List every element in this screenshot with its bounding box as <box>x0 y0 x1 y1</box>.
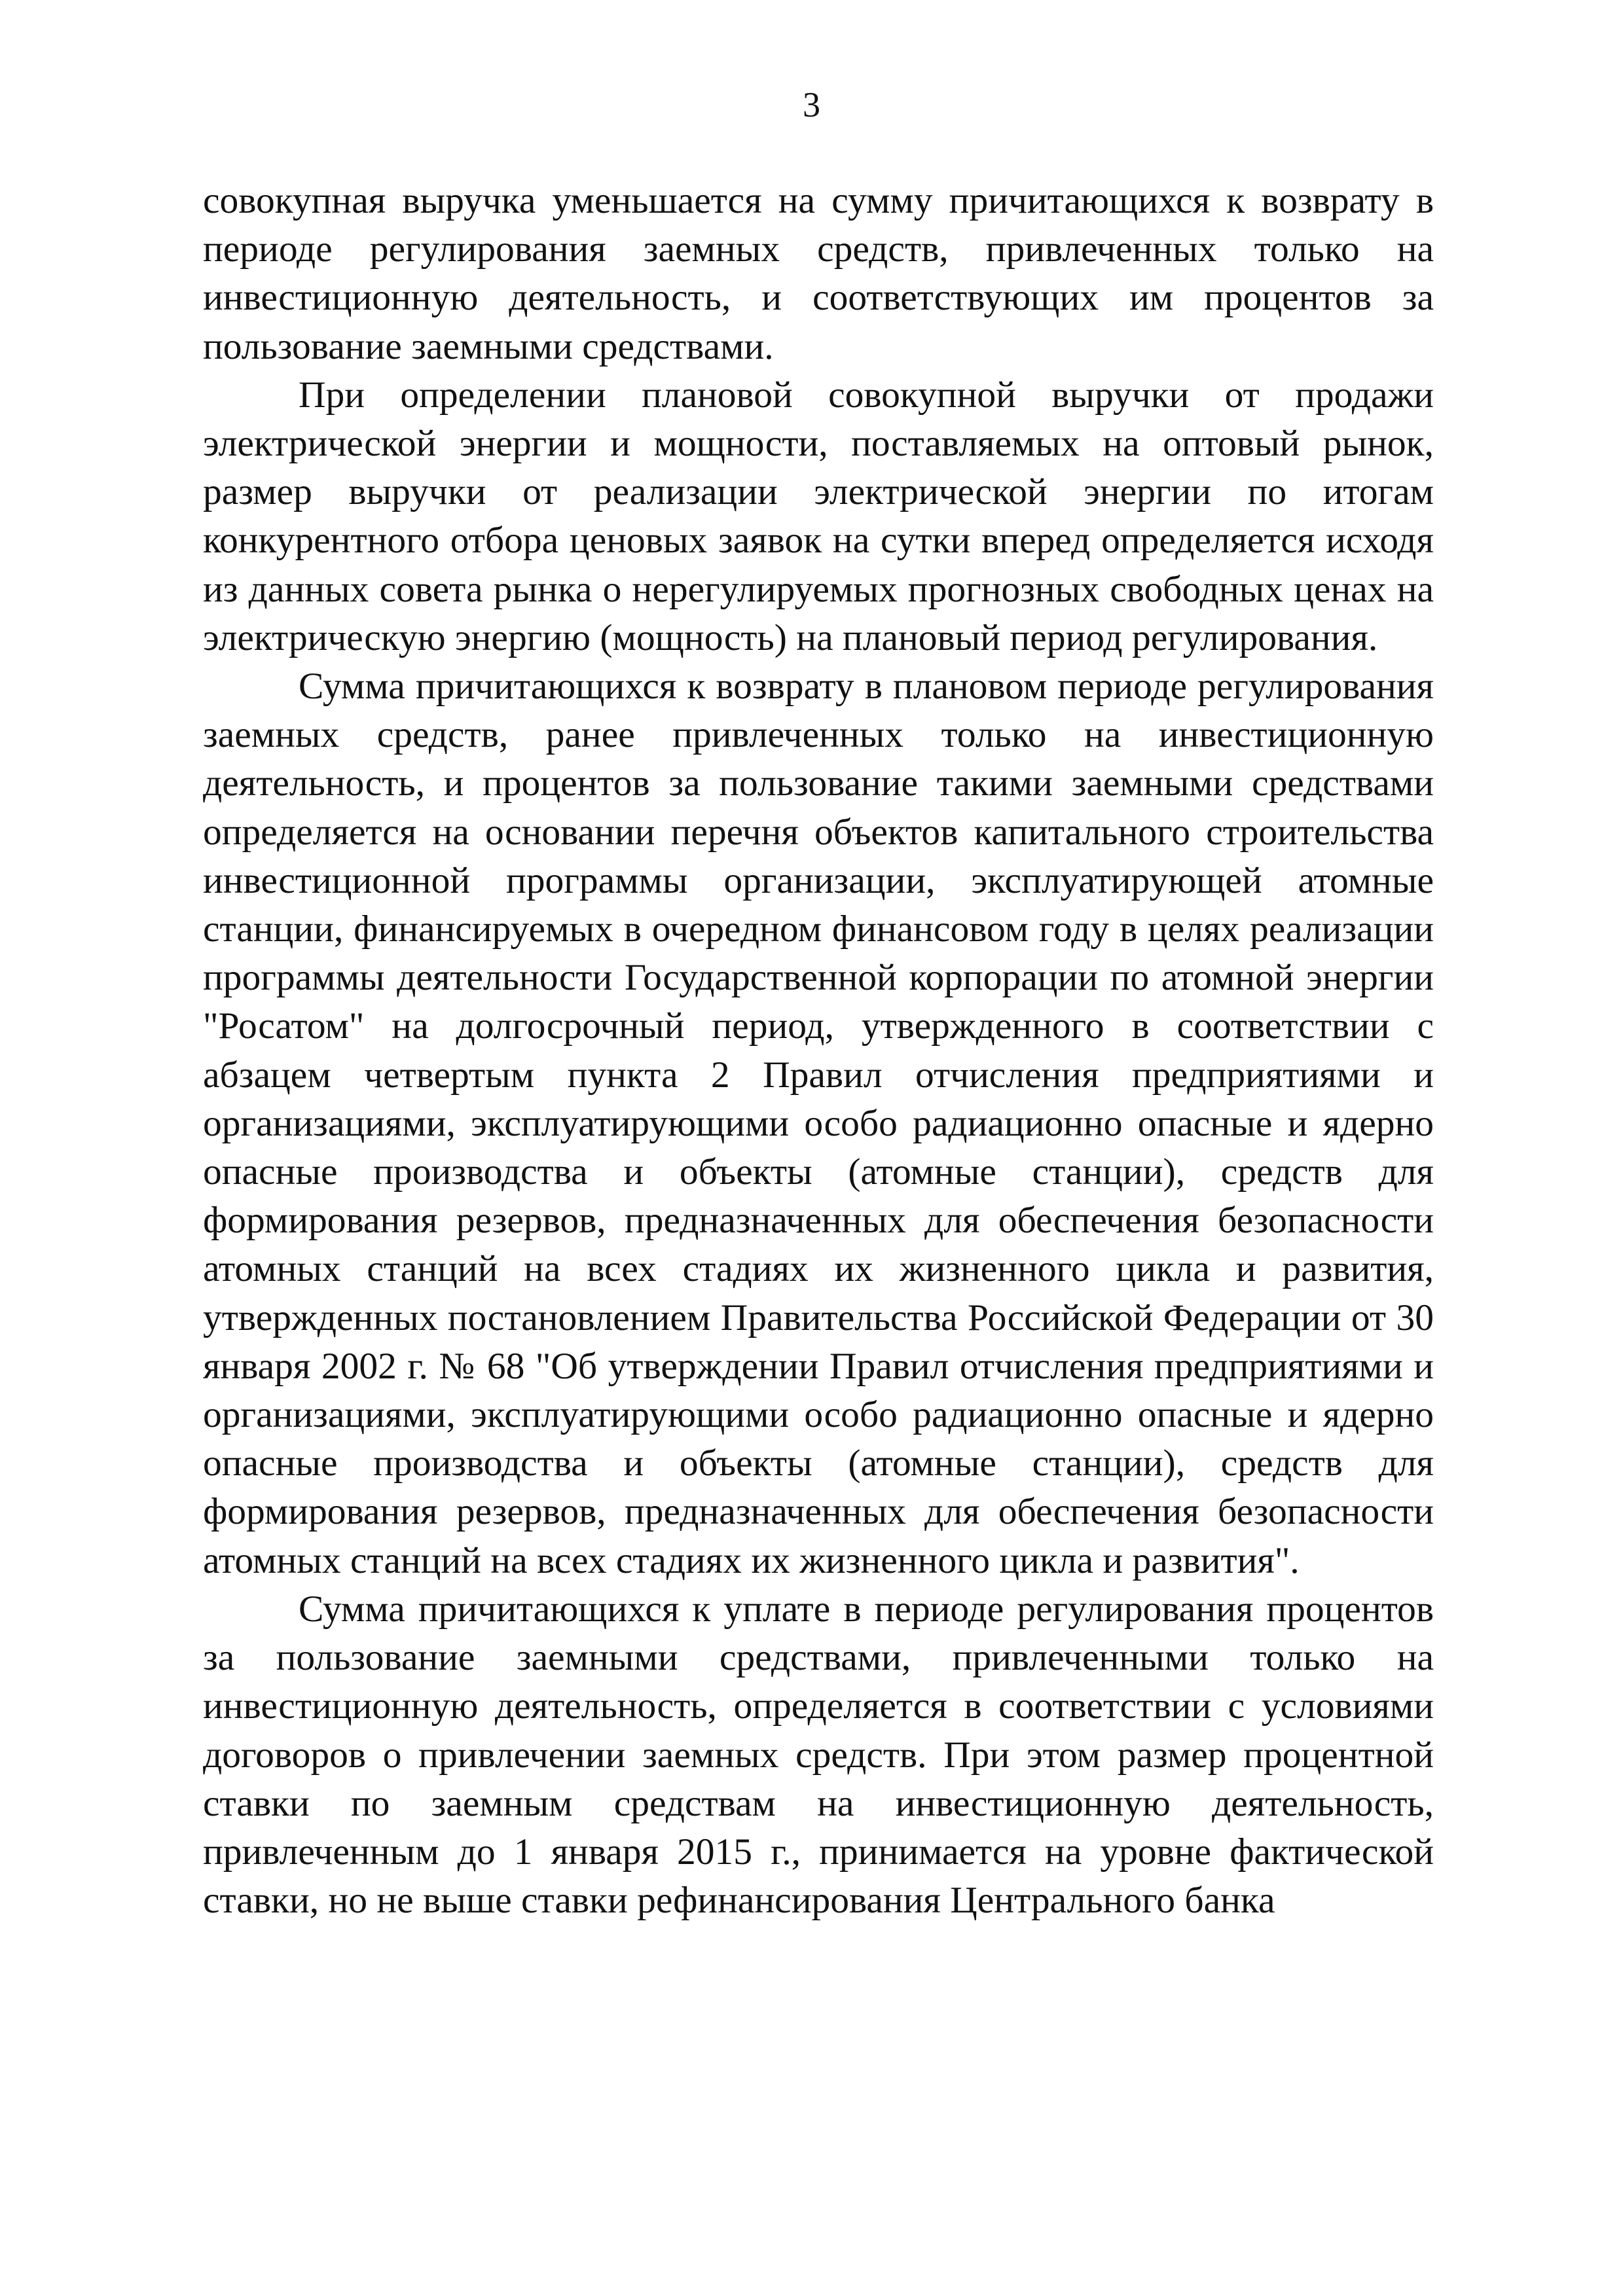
paragraph-1-continuation: совокупная выручка уменьшается на сумму причитающихся к возврату в периоде регулирования заемных средств, привлеченных только на инвестиционную деятельность, и соответствующих им процентов за пользование заемными средствами. <box>203 180 1434 367</box>
paragraph-4: Сумма причитающихся к уплате в периоде регулирования процентов за пользование заемными средствами, привлеченными только на инвестиционную деятельность, определяется в соответствии с условиями договоров о привлечении заемных средств. При этом размер процентной ставки по заемным средствам на инвестиционную деятельность, привлеченным до 1 января 2015 г., принимается на уровне фактической ставки, но не выше ставки рефинансирования Центрального банка <box>203 1588 1434 1922</box>
page-number: 3 <box>803 85 820 124</box>
document-body <box>203 177 1434 1925</box>
paragraph-3: Сумма причитающихся к возврату в плановом периоде регулирования заемных средств, ранее привлеченных только на инвестиционную деятельность, и процентов за пользование такими заемными средствами определяется на основании перечня объектов капитального строительства инвестиционной программы организации, эксплуатирующей атомные станции, финансируемых в очередном финансовом году в целях реализации программы деятельности Государственной корпорации по атомной энергии "Росатом" на долгосрочный период, утвержденного в соответствии с абзацем четвертым пункта 2 Правил отчисления предприятиями и организациями, эксплуатирующими особо радиационно опасные и ядерно опасные производства и объекты (атомные станции), средств для формирования резервов, предназначенных для обеспечения безопасности атомных станций на всех стадиях их жизненного цикла и развития, утвержденных постановлением Правительства Российской Федерации от 30 января 2002 г. № 68 "Об утверждении Правил отчисления предприятиями и организациями, эксплуатирующими особо радиационно опасные и ядерно опасные производства и объекты (атомные станции), средств для формирования резервов, предназначенных для обеспечения безопасности атомных станций на всех стадиях их жизненного цикла и развития". <box>203 666 1434 1581</box>
paragraph-2: При определении плановой совокупной выручки от продажи электрической энергии и мощности, поставляемых на оптовый рынок, размер выручки от реализации электрической энергии по итогам конкурентного отбора ценовых заявок на сутки вперед определяется исходя из данных совета рынка о нерегулируемых прогнозных свободных ценах на электрическую энергию (мощность) на плановый период регулирования. <box>203 374 1434 658</box>
